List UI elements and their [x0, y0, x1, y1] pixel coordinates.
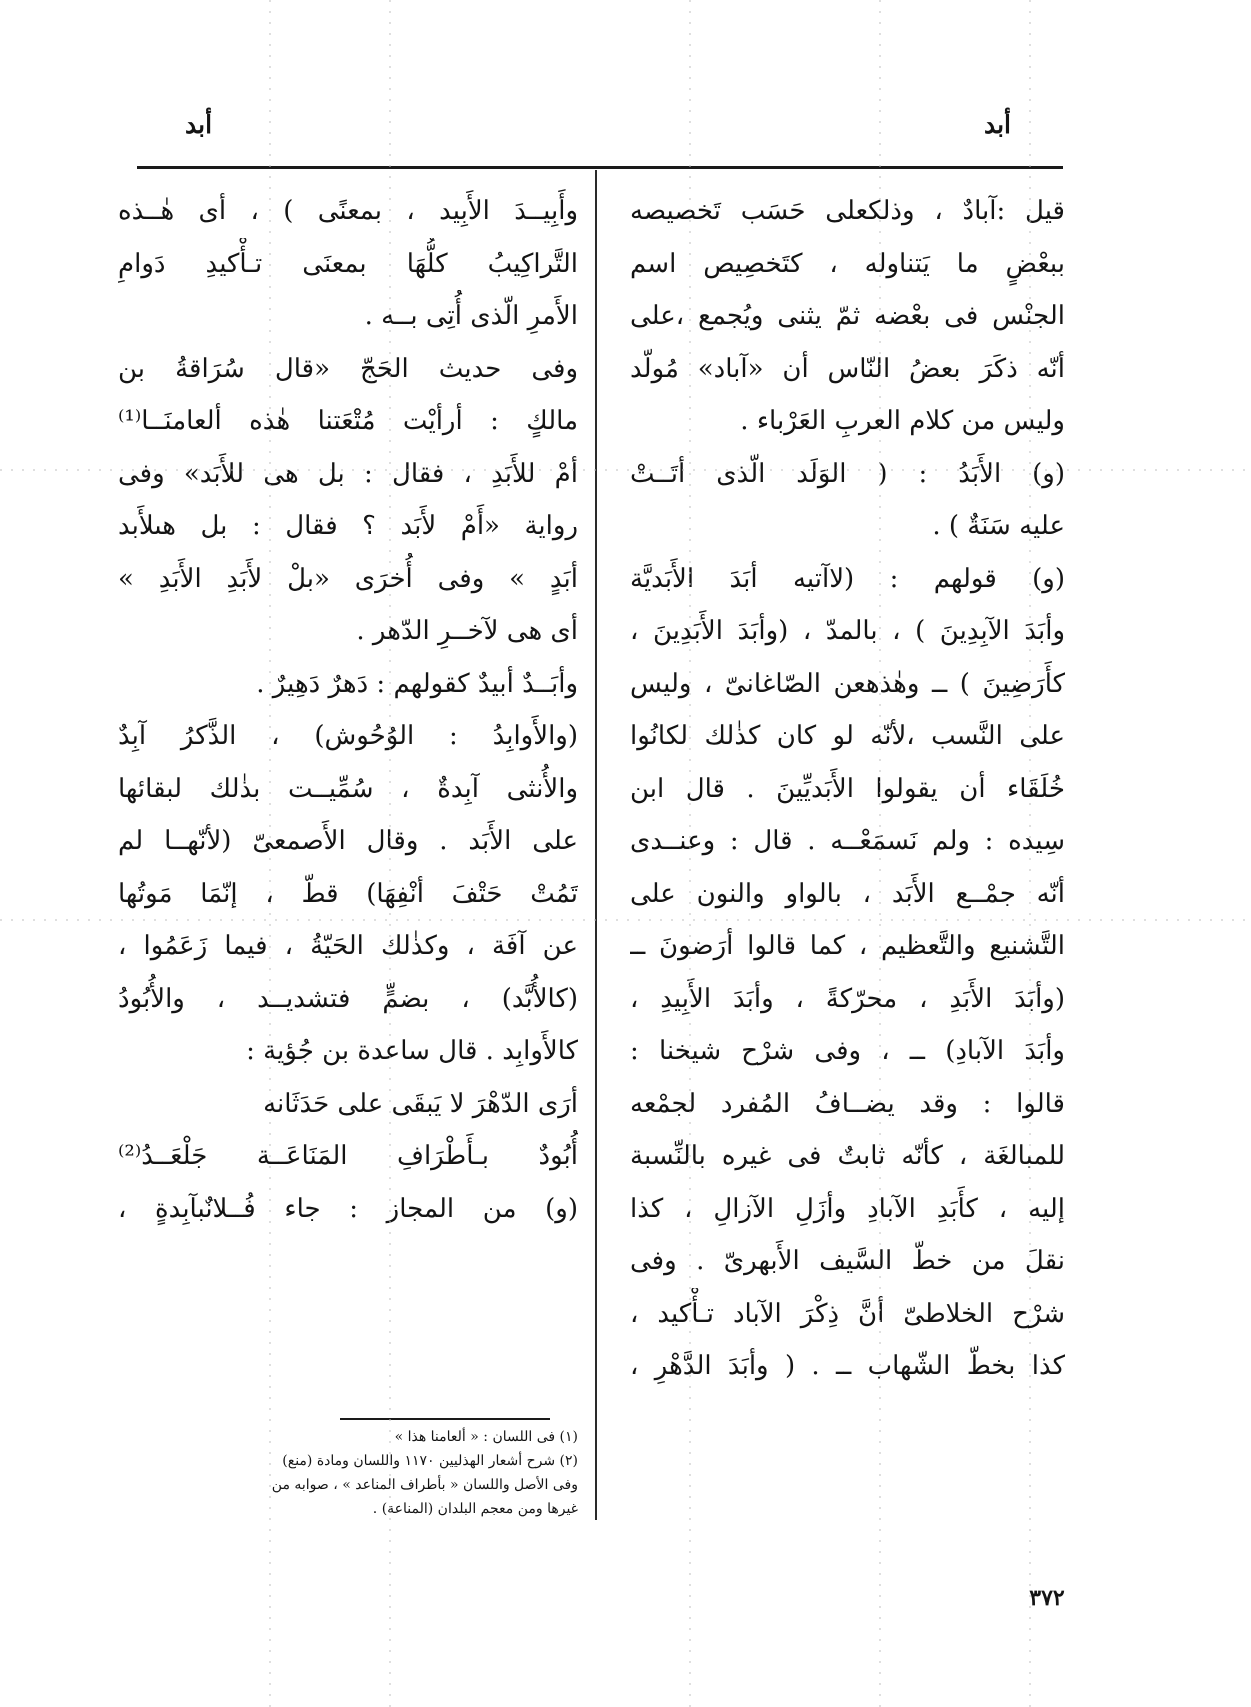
text-line: كأَرَضِينَ ) ــ وهٰذهعن الصّاغانىّ ، وليس: [630, 668, 1065, 699]
text-line: نقلَ من خطّ السَّيف الأَبهرىّ . وفى: [630, 1246, 1065, 1276]
text-line: أى هى لآخــرِ الدّهر .: [356, 616, 578, 646]
text-line: وفى حديث الحَجّ «قال سُرَاقةُ بن: [118, 353, 578, 384]
poem-verse-line: أرَى الدّهْرَ لا يَبقَى على حَدَثَانه: [263, 1088, 578, 1119]
text-line: على النَّسب ،لأنّه لو كان كذٰلك لكانُوا: [630, 721, 1065, 751]
text-line: وأبَدَ الآبادِ) ــ ، وفى شرْح شيخنا :: [630, 1036, 1065, 1066]
right-text-column: [630, 185, 1065, 1393]
text-line: ببعْضٍ ما يَتناوله ، كتَخصِيص اسم: [630, 248, 1065, 279]
footnote-line: (١) فى اللسان : « ألعامنا هذا »: [394, 1429, 578, 1445]
text-line: خُلَقَاء أن يقولوا الأَبَديِّينَ . قال ابن: [630, 773, 1065, 804]
text-line: وليس من كلام العربِ العَرْباء .: [740, 406, 1065, 436]
text-line: والأُنثى آبِدةٌ ، سُمِّيــت بذٰلك لبقائها: [118, 773, 578, 804]
page-number: ٣٧٢: [1029, 1585, 1065, 1611]
text-line: (و) قولهم : (لاآتيه أبَدَ الأَبَديَّة: [630, 563, 1065, 594]
text-line: أنّه ذكَرَ بعضُ النّاس أن «آباد» مُولّد: [630, 353, 1065, 384]
poem-verse-line: أُبُودٌ بـأَطْرَافِ المَنَاعَــة جَلْعَــدُ⁽²⁾: [118, 1141, 578, 1171]
text-line: (وأبَدَ الأَبَدِ ، محرّكةً ، وأبَدَ الأَبِيدِ ،: [630, 983, 1065, 1014]
left-text-column: [118, 185, 578, 1235]
text-line: التَّراكِيبُ كلُّهَا بمعنَى تـأْكيدِ دَوامِ: [118, 248, 578, 279]
text-line: وأبَدَ الآبِدِينَ ) ، بالمدّ ، (وأبَدَ الأَبَدِينَ ،: [630, 616, 1065, 646]
text-line: رواية «أَمْ لأَبَد ؟ فقال : بل هىلأَبد: [118, 511, 578, 541]
running-head-right: أبد: [983, 110, 1011, 139]
footnote-line: غيرها ومن معجم البلدان (المناعة) .: [372, 1501, 578, 1517]
header-rule: [137, 166, 1063, 169]
text-line: قالوا : وقد يضــافُ المُفرد لجمْعه: [630, 1088, 1065, 1119]
text-line: تَمُتْ حَتْفَ أنْفِهَا) قطّ ، إنّمَا مَوتُها: [118, 878, 578, 909]
text-line: (و) من المجاز : جاء فُــلانٌبآبِدةٍ ،: [118, 1193, 578, 1224]
text-line: مالكٍ : أرأيْت مُتْعَتنا هٰذه ألعامنَــا⁽¹⁾: [118, 406, 578, 436]
text-line: وأَبِيــدَ الأَبِيد ، بمعنًى ) ، أى هٰــذه: [118, 196, 578, 226]
footnote-rule: [340, 1418, 550, 1420]
column-divider: [595, 170, 597, 1520]
footnote-line: (٢) شرح أشعار الهذليين ١١٧٠ واللسان ومادة (منع): [282, 1453, 578, 1469]
footnotes: [118, 1425, 578, 1521]
text-line: شرْح الخلاطىّ أنَّ ذِكْرَ الآباد تـأْكيد ،: [630, 1298, 1065, 1329]
text-line: أمْ للأَبَدِ ، فقال : بل هى للأَبَد» وفى: [118, 458, 578, 489]
running-head-left: أبد: [185, 110, 213, 139]
text-line: أبَدٍ » وفى أُخرَى «بلْ لأَبَدِ الأَبَدِ »: [118, 563, 578, 594]
text-line: عليه سَنَةٌ ) .: [932, 511, 1065, 541]
text-line: (كالأُبَّد) ، بضمٍّ فتشديــد ، والأُبُودُ: [118, 983, 578, 1014]
text-line: الجنْس فى بعْضه ثمّ يثنى ويُجمع ،على: [630, 301, 1065, 331]
text-line: وأبَــدٌ أبيدٌ كقولهم : دَهرٌ دَهِيرٌ .: [256, 668, 578, 699]
text-line: قيل :آبادٌ ، وذلكعلى حَسَب تَخصيصه: [630, 196, 1065, 226]
text-line: الأَمرِ الّذى أُتِى بــه .: [364, 301, 578, 331]
text-line: إليه ، كأَبَدِ الآبادِ وأزَلِ الآزالِ ، كذا: [630, 1193, 1065, 1224]
text-line: للمبالغَة ، كأنّه ثابتٌ فى غيره بالنِّسبة: [630, 1141, 1065, 1171]
text-line: (والأَوابِدُ : الوُحُوش) ، الذَّكرُ آبِدٌ: [118, 721, 578, 751]
text-line: (و) الأَبَدُ : ( الوَلَد الّذى أتَــتْ: [630, 458, 1065, 489]
footnote-line: وفى الأصل واللسان « بأطراف المناعد » ، صوابه من: [271, 1477, 578, 1493]
text-line: كالأَوابِد . قال ساعدة بن جُؤية :: [246, 1036, 578, 1066]
text-line: عن آفَة ، وكذٰلك الحَيّةُ ، فيما زَعَمُوا ،: [118, 931, 578, 961]
text-line: كذا بخطّ الشّهاب ــ . ( وأبَدَ الدَّهْرِ ،: [630, 1351, 1065, 1381]
text-line: التَّشنيع والتَّعظيم ، كما قالوا أرَضونَ ــ: [630, 931, 1065, 961]
text-line: على الأَبَد . وقال الأَصمعىّ (لأنّهــا لم: [118, 826, 578, 856]
text-line: سِيده : ولم نَسمَعْــه . قال : وعنــدى: [630, 826, 1065, 856]
text-line: أنّه جمْــع الأَبَد ، بالواو والنون على: [630, 878, 1065, 909]
